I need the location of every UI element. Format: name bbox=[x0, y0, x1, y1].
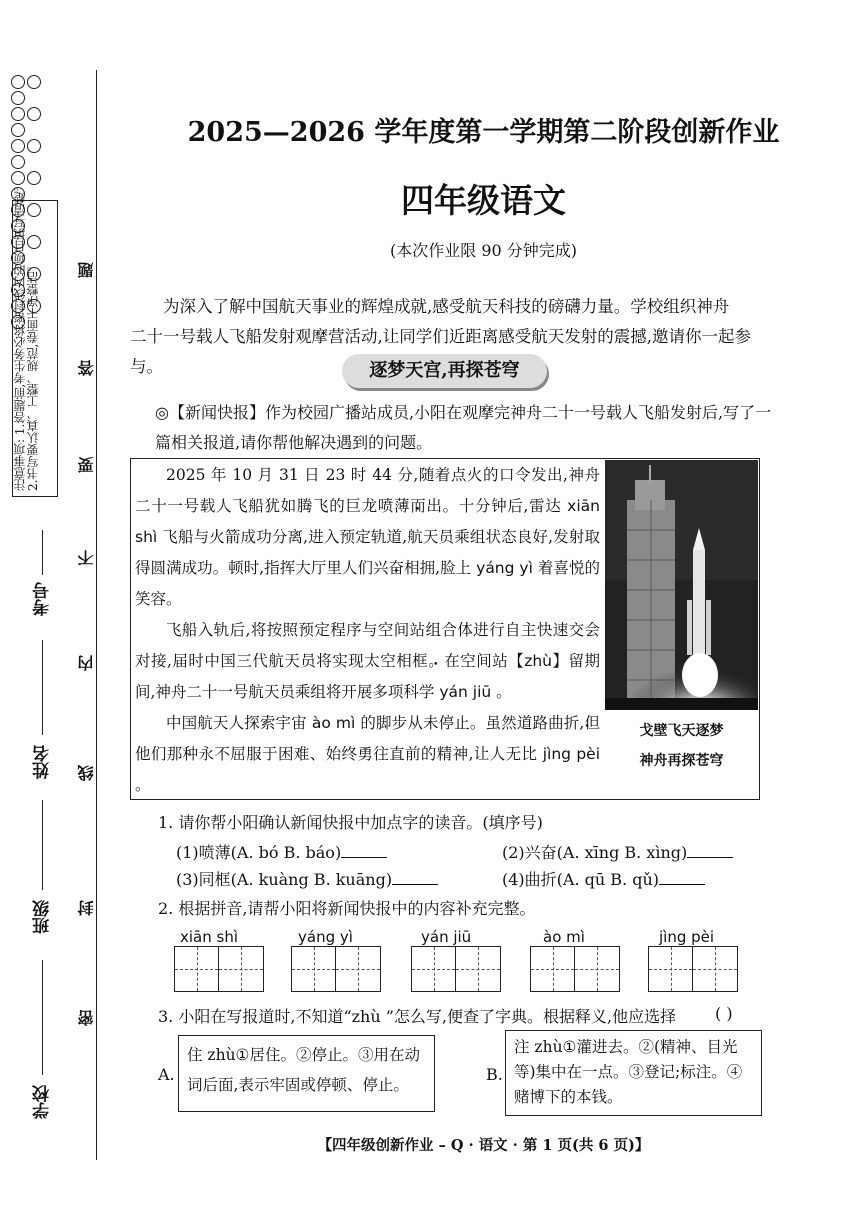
page-footer: 【四年级创新作业 – Q · 语文 · 第 1 页(共 6 页)】 bbox=[317, 1137, 650, 1154]
writing-grid[interactable] bbox=[174, 946, 264, 992]
rocket-launch-illustration bbox=[605, 460, 758, 710]
intro-line-2: 二十一号载人飞船发射观摩营活动,让同学们近距离感受航天发射的震撼,邀请你一起参与。 bbox=[130, 327, 751, 376]
seal-char: 答 bbox=[77, 360, 96, 376]
intro-line-1: 为深入了解中国航天事业的辉煌成就,感受航天科技的磅礴力量。学校组织神舟 bbox=[163, 297, 730, 316]
q1-option-2: (2)兴奋(A. xīng B. xìng) bbox=[502, 840, 733, 863]
q1-option-3: (3)同框(A. kuàng B. kuāng) bbox=[176, 867, 438, 890]
pinyin-label: xiān shì bbox=[180, 928, 239, 946]
dotted-char: 兴 bbox=[372, 559, 389, 577]
pinyin-inline: zhù bbox=[524, 652, 552, 670]
option-b-label[interactable]: B. bbox=[486, 1065, 503, 1084]
news-paragraph-3: 中国航天人探索宇宙 ào mì 的脚步从未停止。虽然道路曲折,但他们那种永不屈服于困难、始终勇往直前的精神,让人无比 jìng pèi 。 bbox=[135, 714, 601, 794]
news-paragraph-1: 2025 年 10 月 31 日 23 时 44 分,随着点火的口令发出,神舟二十一号载人飞船犹如腾飞的巨龙喷薄而出。十分钟后,雷达 xiān shì 飞船与火箭成功分离,进入预定轨道,航天员乘组状态良好,发射取得圆满成功。顿时,指挥大厅里人们兴奋相拥,脸上 yáng yì 着喜悦的笑容。 bbox=[135, 466, 600, 608]
notice-item-1: 1.答题前,考生务必将密封线内的项目填写清楚。 bbox=[13, 179, 27, 436]
answer-blank[interactable] bbox=[659, 870, 705, 885]
writing-grid[interactable] bbox=[411, 946, 501, 992]
notice-item-2: 2.书写要认真、工整、规范,卷面干净整洁。 bbox=[26, 259, 40, 491]
pinyin-label: yán jiū bbox=[421, 928, 472, 946]
notice-text bbox=[13, 179, 40, 491]
answer-blank[interactable] bbox=[687, 843, 733, 858]
notice-title: 注意事项: bbox=[13, 438, 27, 491]
dotted-char: 薄 bbox=[394, 497, 411, 515]
label-class: 班级 bbox=[33, 900, 53, 934]
news-paragraph-2: 飞船入轨后,将按照预定程序与空间站组合体进行自主快速交会对接,届时中国三代航天员将实现太空相框。在空间站【zhù】留期间,神舟二十一号航天员乘组将开展多项科学 yán jiū 。 bbox=[135, 621, 600, 701]
label-name: 姓名 bbox=[33, 745, 53, 779]
label-exam-number: 考号 bbox=[33, 582, 53, 616]
pinyin-inline: yán jiū bbox=[439, 683, 492, 701]
seal-char: 封 bbox=[77, 900, 96, 916]
seal-char: 要 bbox=[77, 457, 96, 473]
news-article bbox=[135, 460, 600, 801]
caption-line-2: 神舟再探苍穹 bbox=[639, 753, 724, 769]
pinyin-inline: xiān shì bbox=[135, 497, 600, 546]
label-school: 学校 bbox=[33, 1085, 53, 1119]
line-class[interactable] bbox=[42, 800, 43, 890]
option-a-label[interactable]: A. bbox=[158, 1065, 175, 1084]
pinyin-label: ào mì bbox=[543, 928, 585, 946]
caption-line-1: 戈壁飞天逐梦 bbox=[639, 723, 724, 739]
line-exam-number[interactable] bbox=[42, 530, 43, 575]
photo-caption bbox=[605, 716, 758, 776]
writing-grid[interactable] bbox=[648, 946, 738, 992]
q1-option-1: (1)喷薄(A. bó B. báo) bbox=[176, 840, 387, 863]
page-subtitle: 四年级语文 bbox=[401, 181, 566, 220]
seal-char: 线 bbox=[77, 765, 96, 781]
time-note: (本次作业限 90 分钟完成) bbox=[389, 241, 578, 260]
seal-char: 题 bbox=[77, 262, 96, 278]
q1-option-4: (4)曲折(A. qū B. qǔ) bbox=[502, 867, 705, 890]
question-1-stem: 1. 请你帮小阳确认新闻快报中加点字的读音。(填序号) bbox=[158, 813, 543, 832]
question-3-stem: 3. 小阳在写报道时,不知道“zhù ”怎么写,便查了字典。根据释义,他应选择 bbox=[158, 1007, 677, 1026]
writing-grid[interactable] bbox=[291, 946, 381, 992]
dotted-char: 折 bbox=[563, 714, 580, 732]
pinyin-label: yáng yì bbox=[298, 928, 353, 946]
line-name[interactable] bbox=[42, 640, 43, 735]
answer-blank[interactable] bbox=[392, 870, 438, 885]
seal-char: 密 bbox=[77, 1010, 96, 1026]
pinyin-inline: ào mì bbox=[311, 714, 356, 732]
binding-rule bbox=[96, 70, 97, 1160]
section-banner: 逐梦天宫,再探苍穹 bbox=[342, 354, 547, 388]
seal-char: 不 bbox=[77, 550, 96, 566]
writing-grid[interactable] bbox=[530, 946, 620, 992]
pinyin-inline: yáng yì bbox=[476, 559, 533, 577]
rocket-launch-photo bbox=[605, 460, 758, 710]
pinyin-label: jìng pèi bbox=[659, 928, 715, 946]
section-lead: ◎【新闻快报】作为校园广播站成员,小阳在观摩完神舟二十一号载人飞船发射后,写了一篇相关报道,请你帮他解决遇到的问题。 bbox=[155, 403, 772, 452]
page-title: 2025—2026 学年度第一学期第二阶段创新作业 bbox=[187, 117, 780, 148]
pinyin-inline: jìng pèi bbox=[542, 745, 601, 763]
line-school[interactable] bbox=[42, 960, 43, 1075]
dotted-char: 框 bbox=[412, 652, 429, 670]
seal-char: 内 bbox=[77, 655, 96, 671]
question-2-stem: 2. 根据拼音,请帮小阳将新闻快报中的内容补充完整。 bbox=[158, 899, 536, 918]
definition-box-b[interactable]: 注 zhù①灌进去。②(精神、目光等)集中在一点。③登记;标注。④赌博下的本钱。 bbox=[505, 1030, 762, 1116]
answer-blank[interactable] bbox=[341, 843, 387, 858]
definition-box-a[interactable]: 住 zhù①居住。②停止。③用在动词后面,表示牢固或停顿、停止。 bbox=[178, 1035, 435, 1112]
answer-parentheses[interactable]: ( ) bbox=[715, 1004, 733, 1023]
